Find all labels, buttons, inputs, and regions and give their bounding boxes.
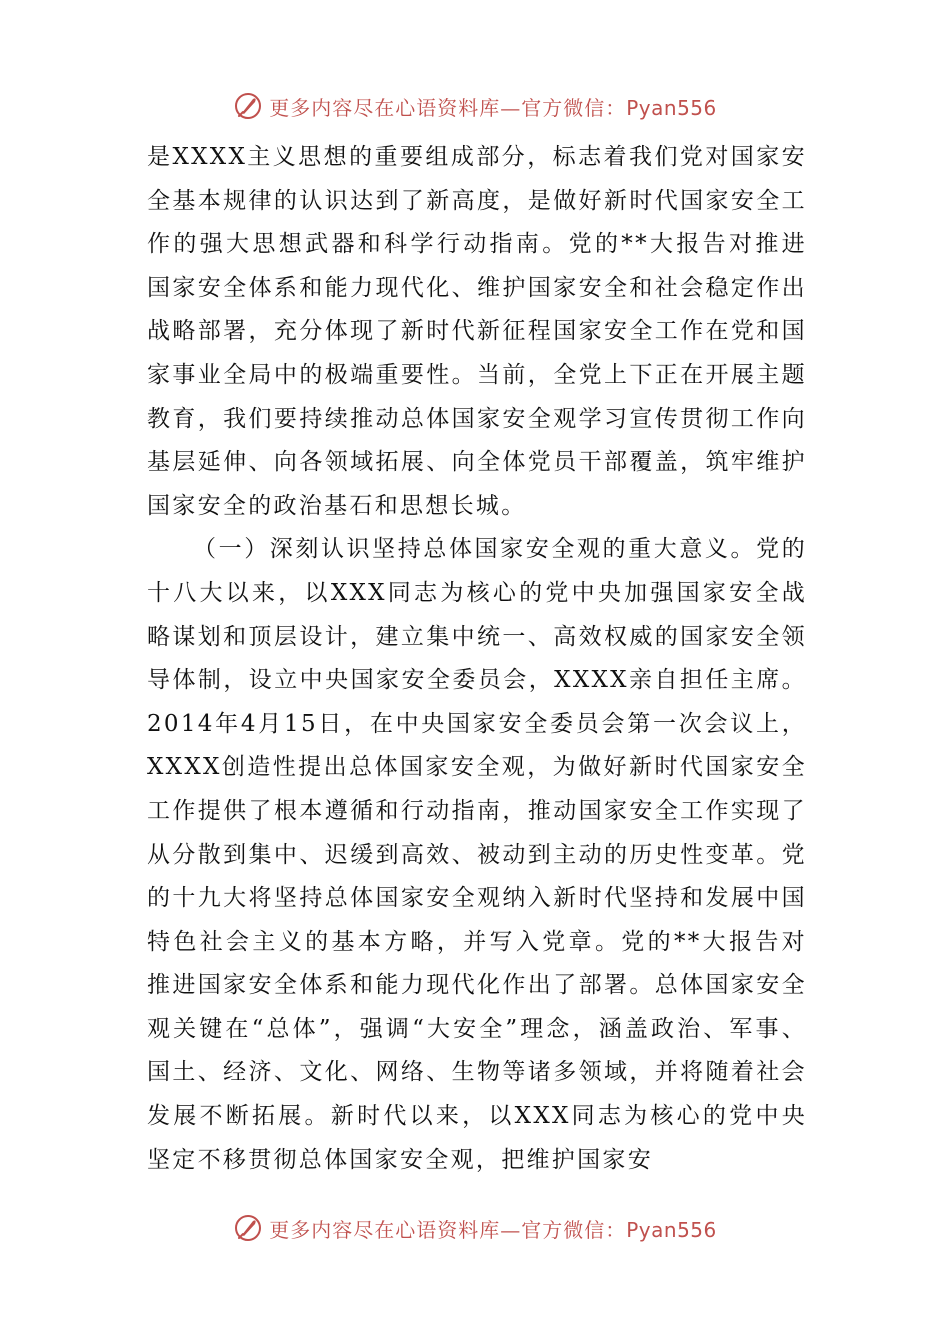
header-wechat-label: 官方微信： xyxy=(521,95,627,120)
footer-wechat-id: Pyan556 xyxy=(626,1217,717,1242)
header-site-text: 更多内容尽在心语资料库 xyxy=(269,95,501,120)
document-body xyxy=(147,136,807,1182)
footer-banner-text xyxy=(269,1214,717,1243)
header-watermark-banner xyxy=(0,84,950,128)
header-separator: — xyxy=(500,95,522,120)
header-wechat-id: Pyan556 xyxy=(626,95,717,120)
quill-pen-logo-icon xyxy=(233,1213,263,1243)
paragraph-2: （一）深刻认识坚持总体国家安全观的重大意义。党的十八大以来，以XXX同志为核心的党中央加强国家安全战略谋划和顶层设计，建立集中统一、高效权威的国家安全领导体制，设立中央国家安全委员会，XXXX亲自担任主席。2014年4月15日，在中央国家安全委员会第一次会议上，XXXX创造性提出总体国家安全观，为做好新时代国家安全工作提供了根本遵循和行动指南，推动国家安全工作实现了从分散到集中、迟缓到高效、被动到主动的历史性变革。党的十九大将坚持总体国家安全观纳入新时代坚持和发展中国特色社会主义的基本方略，并写入党章。党的**大报告对推进国家安全体系和能力现代化作出了部署。总体国家安全观关键在“总体”，强调“大安全”理念，涵盖政治、军事、国土、经济、文化、网络、生物等诸多领域，并将随着社会发展不断拓展。新时代以来，以XXX同志为核心的党中央坚定不移贯彻总体国家安全观，把维护国家安 xyxy=(147,536,807,1173)
footer-wechat-label: 官方微信： xyxy=(521,1217,627,1242)
footer-separator: — xyxy=(500,1217,522,1242)
quill-pen-logo-icon xyxy=(233,91,263,121)
paragraph-1: 是XXXX主义思想的重要组成部分，标志着我们党对国家安全基本规律的认识达到了新高度，是做好新时代国家安全工作的强大思想武器和科学行动指南。党的**大报告对推进国家安全体系和能力现代化、维护国家安全和社会稳定作出战略部署，充分体现了新时代新征程国家安全工作在党和国家事业全局中的极端重要性。当前，全党上下正在开展主题教育，我们要持续推动总体国家安全观学习宣传贯彻工作向基层延伸、向各领域拓展、向全体党员干部覆盖，筑牢维护国家安全的政治基石和思想长城。 xyxy=(147,144,807,519)
header-banner-text xyxy=(269,92,717,121)
footer-watermark-banner xyxy=(0,1206,950,1250)
footer-site-text: 更多内容尽在心语资料库 xyxy=(269,1217,501,1242)
